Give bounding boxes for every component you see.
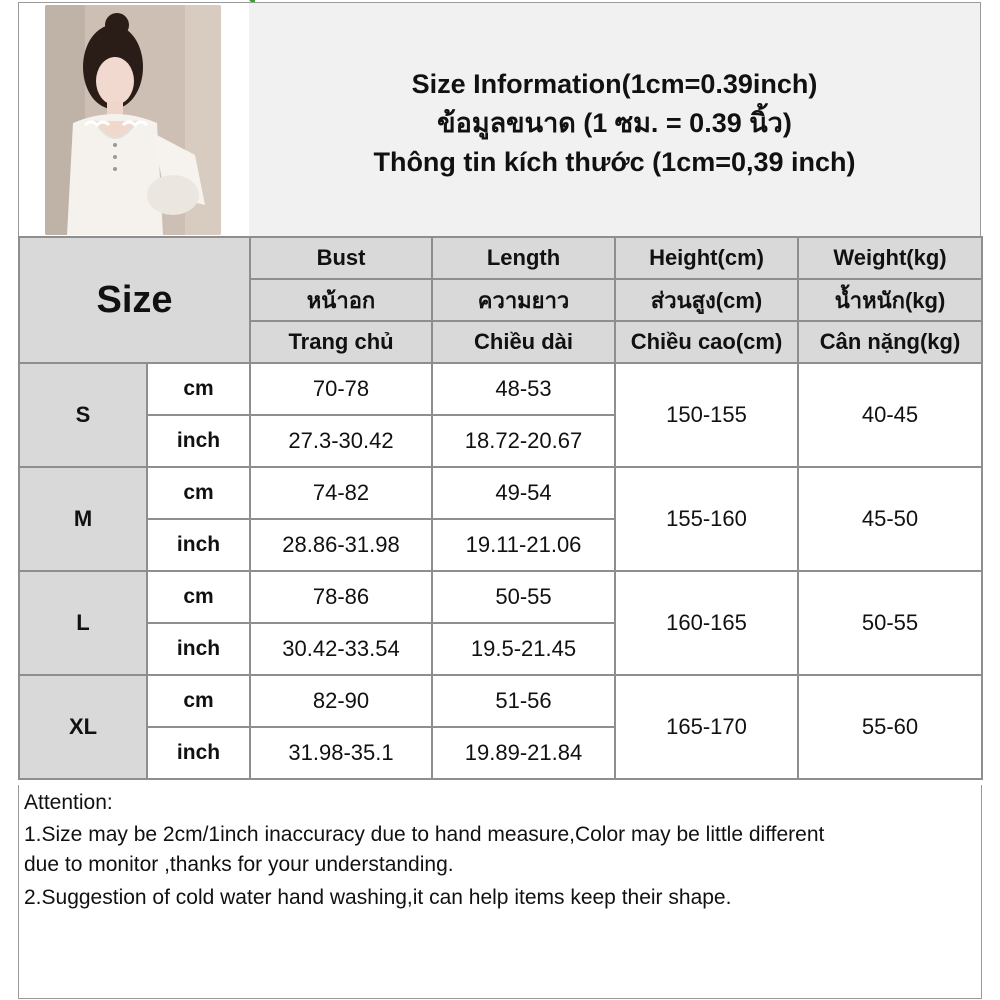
- bust-value: 82-90: [250, 675, 432, 727]
- length-value: 49-54: [432, 467, 615, 519]
- bust-value: 70-78: [250, 363, 432, 415]
- length-value: 19.5-21.45: [432, 623, 615, 675]
- height-heading-vi: Chiều cao(cm): [615, 321, 798, 363]
- table-row: [19, 363, 982, 415]
- unit-cell: cm: [147, 675, 250, 727]
- table-row: [19, 467, 982, 519]
- unit-cell: cm: [147, 467, 250, 519]
- unit-cell: inch: [147, 727, 250, 779]
- bust-value: 78-86: [250, 571, 432, 623]
- weight-value: 45-50: [798, 467, 982, 571]
- height-value: 150-155: [615, 363, 798, 467]
- size-label: M: [19, 467, 147, 571]
- size-label: XL: [19, 675, 147, 779]
- bust-heading-vi: Trang chủ: [250, 321, 432, 363]
- length-value: 18.72-20.67: [432, 415, 615, 467]
- unit-cell: inch: [147, 623, 250, 675]
- height-heading-en: Height(cm): [615, 237, 798, 279]
- weight-value: 40-45: [798, 363, 982, 467]
- weight-heading-th: น้ำหนัก(kg): [798, 279, 982, 321]
- length-value: 19.89-21.84: [432, 727, 615, 779]
- attention-note-1: 1.Size may be 2cm/1inch inaccuracy due to hand measure,Color may be little different: [24, 823, 825, 846]
- height-value: 155-160: [615, 467, 798, 571]
- attention-note-1-continued: due to monitor ,thanks for your understanding.: [24, 853, 454, 876]
- size-label: S: [19, 363, 147, 467]
- length-heading-en: Length: [432, 237, 615, 279]
- length-value: 48-53: [432, 363, 615, 415]
- height-heading-th: ส่วนสูง(cm): [615, 279, 798, 321]
- weight-heading-vi: Cân nặng(kg): [798, 321, 982, 363]
- model-photo: [45, 5, 221, 235]
- title-line-english: Size Information(1cm=0.39inch): [411, 69, 818, 99]
- product-photo-frame: [18, 2, 250, 238]
- weight-value: 50-55: [798, 571, 982, 675]
- size-label: L: [19, 571, 147, 675]
- length-value: 51-56: [432, 675, 615, 727]
- unit-cell: inch: [147, 415, 250, 467]
- length-value: 19.11-21.06: [432, 519, 615, 571]
- unit-cell: inch: [147, 519, 250, 571]
- attention-note-2: 2.Suggestion of cold water hand washing,it can help items keep their shape.: [24, 886, 732, 909]
- height-value: 165-170: [615, 675, 798, 779]
- size-column-heading: Size: [19, 237, 250, 363]
- table-header-row-english: [19, 237, 982, 279]
- bust-heading-en: Bust: [250, 237, 432, 279]
- size-information-title-box: [249, 2, 981, 238]
- bust-value: 27.3-30.42: [250, 415, 432, 467]
- length-heading-vi: Chiều dài: [432, 321, 615, 363]
- attention-notes: [18, 785, 982, 999]
- title-lines: [249, 65, 980, 182]
- bust-value: 30.42-33.54: [250, 623, 432, 675]
- table-row: [19, 571, 982, 623]
- bust-value: 31.98-35.1: [250, 727, 432, 779]
- bust-value: 74-82: [250, 467, 432, 519]
- unit-cell: cm: [147, 571, 250, 623]
- length-heading-th: ความยาว: [432, 279, 615, 321]
- weight-value: 55-60: [798, 675, 982, 779]
- weight-heading-en: Weight(kg): [798, 237, 982, 279]
- height-value: 160-165: [615, 571, 798, 675]
- title-line-vietnamese: Thông tin kích thước (1cm=0,39 inch): [373, 147, 856, 177]
- length-value: 50-55: [432, 571, 615, 623]
- unit-cell: cm: [147, 363, 250, 415]
- bust-heading-th: หน้าอก: [250, 279, 432, 321]
- title-line-thai: ข้อมูลขนาด (1 ซม. = 0.39 นิ้ว): [437, 108, 792, 138]
- size-table: [18, 236, 983, 780]
- table-row: [19, 675, 982, 727]
- bust-value: 28.86-31.98: [250, 519, 432, 571]
- attention-heading: Attention:: [24, 791, 113, 814]
